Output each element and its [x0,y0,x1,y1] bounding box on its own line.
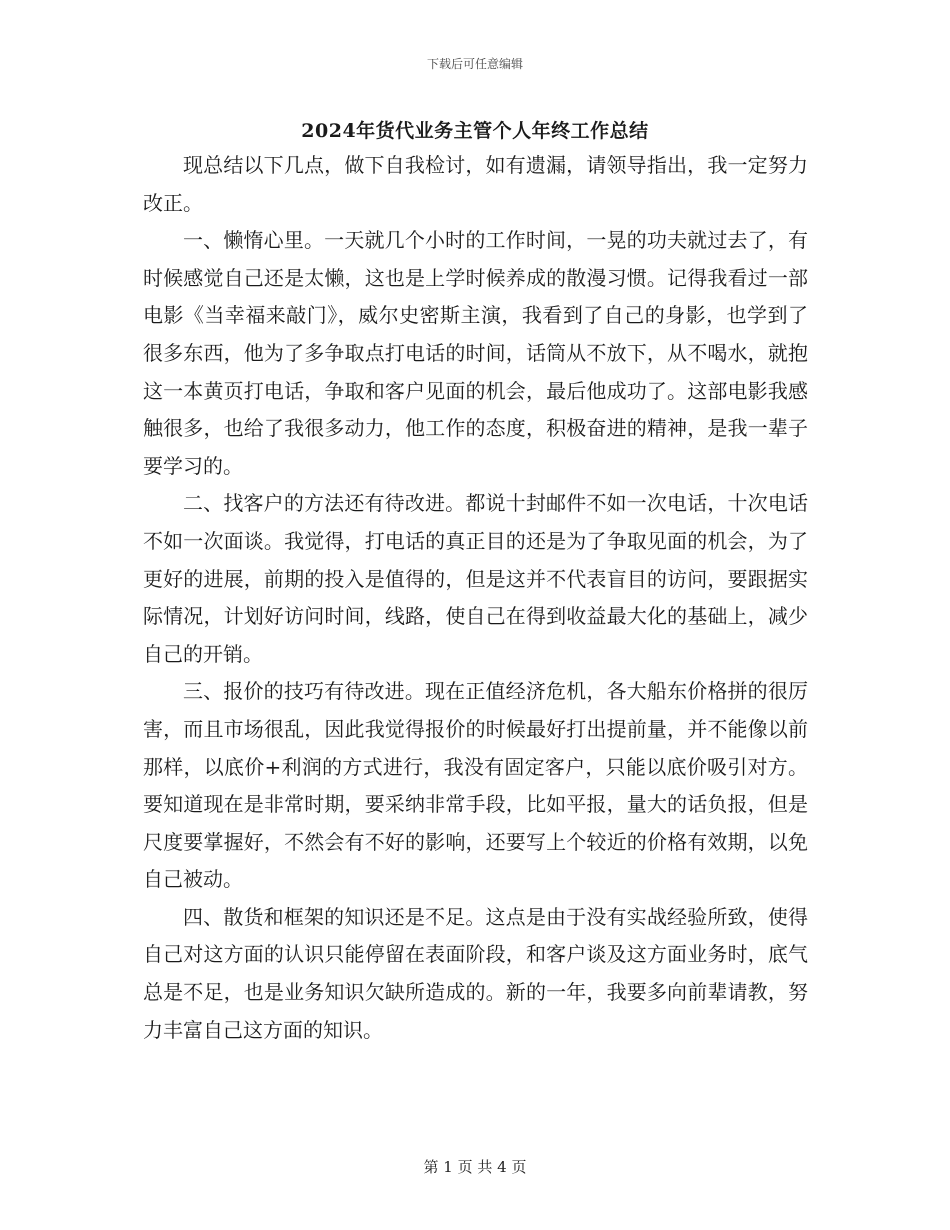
paragraph-client-methods: 二、找客户的方法还有待改进。都说十封邮件不如一次电话，十次电话不如一次面谈。我觉得，打电话的真正目的还是为了争取见面的机会，为了更好的进展，前期的投入是值得的，但是这并不代表盲目的访问，要跟据实际情况，计划好访问时间，线路，使自己在得到收益最大化的基础上，减少自己的开销。 [143,491,808,666]
paragraph-intro: 现总结以下几点，做下自我检讨，如有遗漏，请领导指出，我一定努力改正。 [143,153,808,215]
paragraph-laziness: 一、懒惰心里。一天就几个小时的工作时间，一晃的功夫就过去了，有时候感觉自己还是太懒，这也是上学时候养成的散漫习惯。记得我看过一部电影《当幸福来敲门》，威尔史密斯主演，我看到了自己的身影，也学到了很多东西，他为了多争取点打电话的时间，话筒从不放下，从不喝水，就抱这一本黄页打电话，争取和客户见面的机会，最后他成功了。这部电影我感触很多，也给了我很多动力，他工作的态度，积极奋进的精神，是我一辈子要学习的。 [143,228,808,478]
document-title: 2024年货代业务主管个人年终工作总结 [301,120,649,142]
paragraph-bulk-cargo: 四、散货和框架的知识还是不足。这点是由于没有实战经验所致，使得自己对这方面的认识只能停留在表面阶段，和客户谈及这方面业务时，底气总是不足，也是业务知识欠缺所造成的。新的一年，我要多向前辈请教，努力丰富自己这方面的知识。 [143,904,808,1042]
paragraph-quoting: 三、报价的技巧有待改进。现在正值经济危机，各大船东价格拼的很厉害，而且市场很乱，因此我觉得报价的时候最好打出提前量，并不能像以前那样，以底价+利润的方式进行，我没有固定客户，只能以底价吸引对方。要知道现在是非常时期，要采纳非常手段，比如平报，量大的话负报，但是尺度要掌握好，不然会有不好的影响，还要写上个较近的价格有效期，以免自己被动。 [143,679,808,892]
document-body [143,147,808,1049]
page-indicator: 第 1 页 共 4 页 [423,1158,527,1176]
header-note: 下载后可任意编辑 [426,57,523,71]
